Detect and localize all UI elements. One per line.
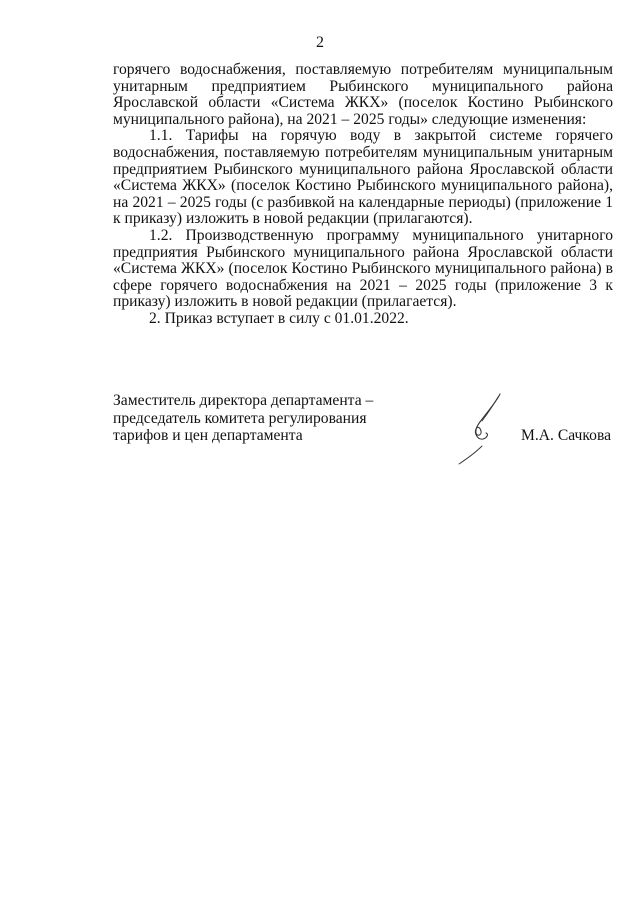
signatory-position bbox=[113, 392, 373, 445]
position-line: тарифов и цен департамента bbox=[113, 427, 303, 444]
position-line: председатель комитета регулирования bbox=[113, 409, 367, 427]
paragraph-item-1-1: 1.1. Тарифы на горячую воду в закрытой системе горячего водоснабжения, поставляемую потребителям муниципальным унитарным предприятием Рыбинского муниципального района Ярославской области «Система ЖКХ» (поселок Костино Рыбинского муниципального района), на 2021 – 2025 годы (с разбивкой на календарные периоды) (приложение 1 к приказу) изложить в новой редакции (прилагаются). bbox=[113, 127, 613, 228]
page-number: 2 bbox=[316, 34, 324, 51]
paragraph-continuation: горячего водоснабжения, поставляемую потребителям муниципальным унитарным предприятием Рыбинского муниципального района Ярославской области «Система ЖКХ» (поселок Костино Рыбинского муниципального района), на 2021 – 2025 годы» следующие изменения: bbox=[113, 61, 613, 128]
paragraph-item-1-2: 1.2. Производственную программу муниципального унитарного предприятия Рыбинского муниципального района Ярославской области «Система ЖКХ» (поселок Костино Рыбинского муниципального района) в сфере горячего водоснабжения на 2021 – 2025 годы (приложение 3 к приказу) изложить в новой редакции (прилагается). bbox=[113, 226, 613, 311]
handwritten-signature bbox=[452, 388, 512, 468]
document-body bbox=[113, 62, 613, 328]
position-line: Заместитель директора департамента – bbox=[113, 392, 374, 409]
paragraph-item-2: 2. Приказ вступает в силу с 01.01.2022. bbox=[149, 309, 409, 327]
signatory-name: М.А. Сачкова bbox=[521, 427, 612, 444]
